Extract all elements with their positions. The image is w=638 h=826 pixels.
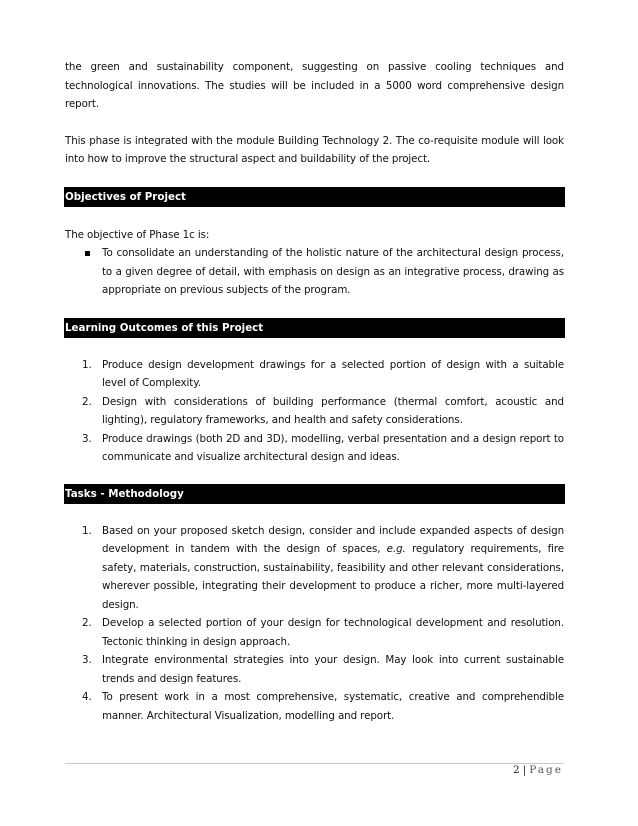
outcome-item: 1. Produce design development drawings for a selected portion of design with a suitable level of Complexity. [82, 358, 564, 389]
page-number: 2 [512, 764, 520, 776]
objectives-heading: Objectives of Project [64, 187, 565, 207]
outcome-item: 2. Design with considerations of building performance (thermal comfort, acoustic and lighting), regulatory frameworks, and health and safety considerations. [82, 395, 564, 426]
task-item: 3. Integrate environmental strategies into your design. May look into current sustainable trends and design features. [82, 654, 564, 685]
outcome-item: 3. Produce drawings (both 2D and 3D), modelling, verbal presentation and a design report to communicate and visualize architectural design and ideas. [82, 432, 564, 463]
intro-paragraph-1: the green and sustainability component, suggesting on passive cooling techniques and technological innovations. The studies will be included in a 5000 word comprehensive design report. [65, 61, 564, 110]
footer-separator: | [522, 764, 527, 776]
task-item: 4. To present work in a most comprehensive, systematic, creative and comprehendible manner. Architectural Visualization, modelling and report. [82, 691, 564, 722]
page-label: Page [529, 764, 563, 776]
page-content [65, 58, 564, 725]
footer-divider [65, 763, 564, 764]
tasks-list [65, 522, 564, 726]
intro-paragraph-2: This phase is integrated with the module Building Technology 2. The co-requisite module will look into how to improve the structural aspect and buildability of the project. [65, 134, 564, 165]
task-item: 1. Based on your proposed sketch design, consider and include expanded aspects of design development in tandem with the design of spaces, e.g. regulatory requirements, fire safety, materials, construction, sustainability, feasibility and other relevant considerations, wherever possible, integrating their development to produce a richer, more multi-layered design. [82, 524, 564, 611]
square-bullet-icon [85, 251, 90, 256]
tasks-methodology-heading: Tasks - Methodology [64, 484, 565, 504]
task-item: 2. Develop a selected portion of your design for technological development and resolution. Tectonic thinking in design approach. [82, 617, 564, 648]
page-footer [513, 764, 563, 776]
eg-abbreviation: e.g. [386, 543, 406, 555]
objectives-list [65, 244, 564, 300]
learning-outcomes-list [65, 356, 564, 467]
objectives-lead: The objective of Phase 1c is: [65, 228, 210, 241]
objective-item: To consolidate an understanding of the holistic nature of the architectural design process, to a given degree of detail, with emphasis on design as an integrative process, drawing as appropriate on previous subjects of the program. [65, 244, 564, 300]
learning-outcomes-heading: Learning Outcomes of this Project [64, 318, 565, 338]
